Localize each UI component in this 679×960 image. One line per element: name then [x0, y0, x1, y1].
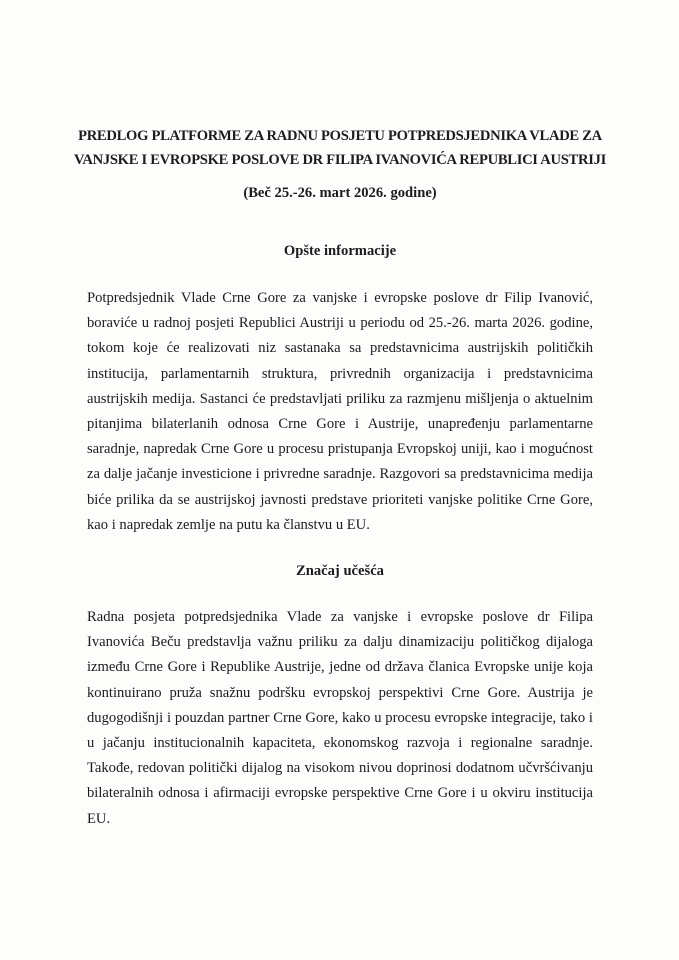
- document-title-line-1: PREDLOG PLATFORME ZA RADNU POSJETU POTPREDSJEDNIKA VLADE ZA: [78, 128, 602, 144]
- section-paragraph-general-info: Potpredsjednik Vlade Crne Gore za vanjske i evropske poslove dr Filip Ivanović, boraviće u radnoj posjeti Republici Austriji u periodu od 25.-26. marta 2026. godine, tokom koje će realizovati niz sastanaka sa predstavnicima austrijskih političkih institucija, parlamentarnih struktura, privrednih organizacija i predstavnicima austrijskih medija. Sastanci će predstavljati priliku za razmjenu mišljenja o aktuelnim pitanjima bilaterlanih odnosa Crne Gore i Austrije, unapređenju parlamentarne saradnje, napredak Crne Gore u procesu pristupanja Evropskoj uniji, kao i mogućnost za dalje jačanje investicione i privredne saradnje. Razgovori sa predstavnicima medija biće prilika da se austrijskoj javnosti predstave prioriteti vanjske politike Crne Gore, kao i napredak zemlje na putu ka članstvu u EU.: [87, 290, 593, 533]
- section-heading-general-info: Opšte informacije: [283, 243, 397, 259]
- section-paragraph-significance: Radna posjeta potpredsjednika Vlade za vanjske i evropske poslove dr Filipa Ivanovića Beču predstavlja važnu priliku za dalju dinamizaciju političkog dijaloga između Crne Gore i Republike Austrije, jedne od država članica Evropske unije koja kontinuirano pruža snažnu podršku evropskoj perspektivi Crne Gore. Austrija je dugogodišnji i pouzdan partner Crne Gore, kako u procesu evropske integracije, tako i u jačanju institucionalnih kapaciteta, ekonomskog razvoja i regionalne saradnje. Takođe, redovan politički dijalog na visokom nivou doprinosi dodatnom učvršćivanju bilateralnih odnosa i afirmaciji evropske perspektive Crne Gore i u okviru institucija EU.: [87, 609, 593, 827]
- document-subtitle: (Beč 25.-26. mart 2026. godine): [243, 185, 437, 201]
- section-heading-significance: Značaj učešća: [296, 563, 384, 579]
- document-title-line-2: VANJSKE I EVROPSKE POSLOVE DR FILIPA IVANOVIĆA REPUBLICI AUSTRIJI: [74, 152, 606, 168]
